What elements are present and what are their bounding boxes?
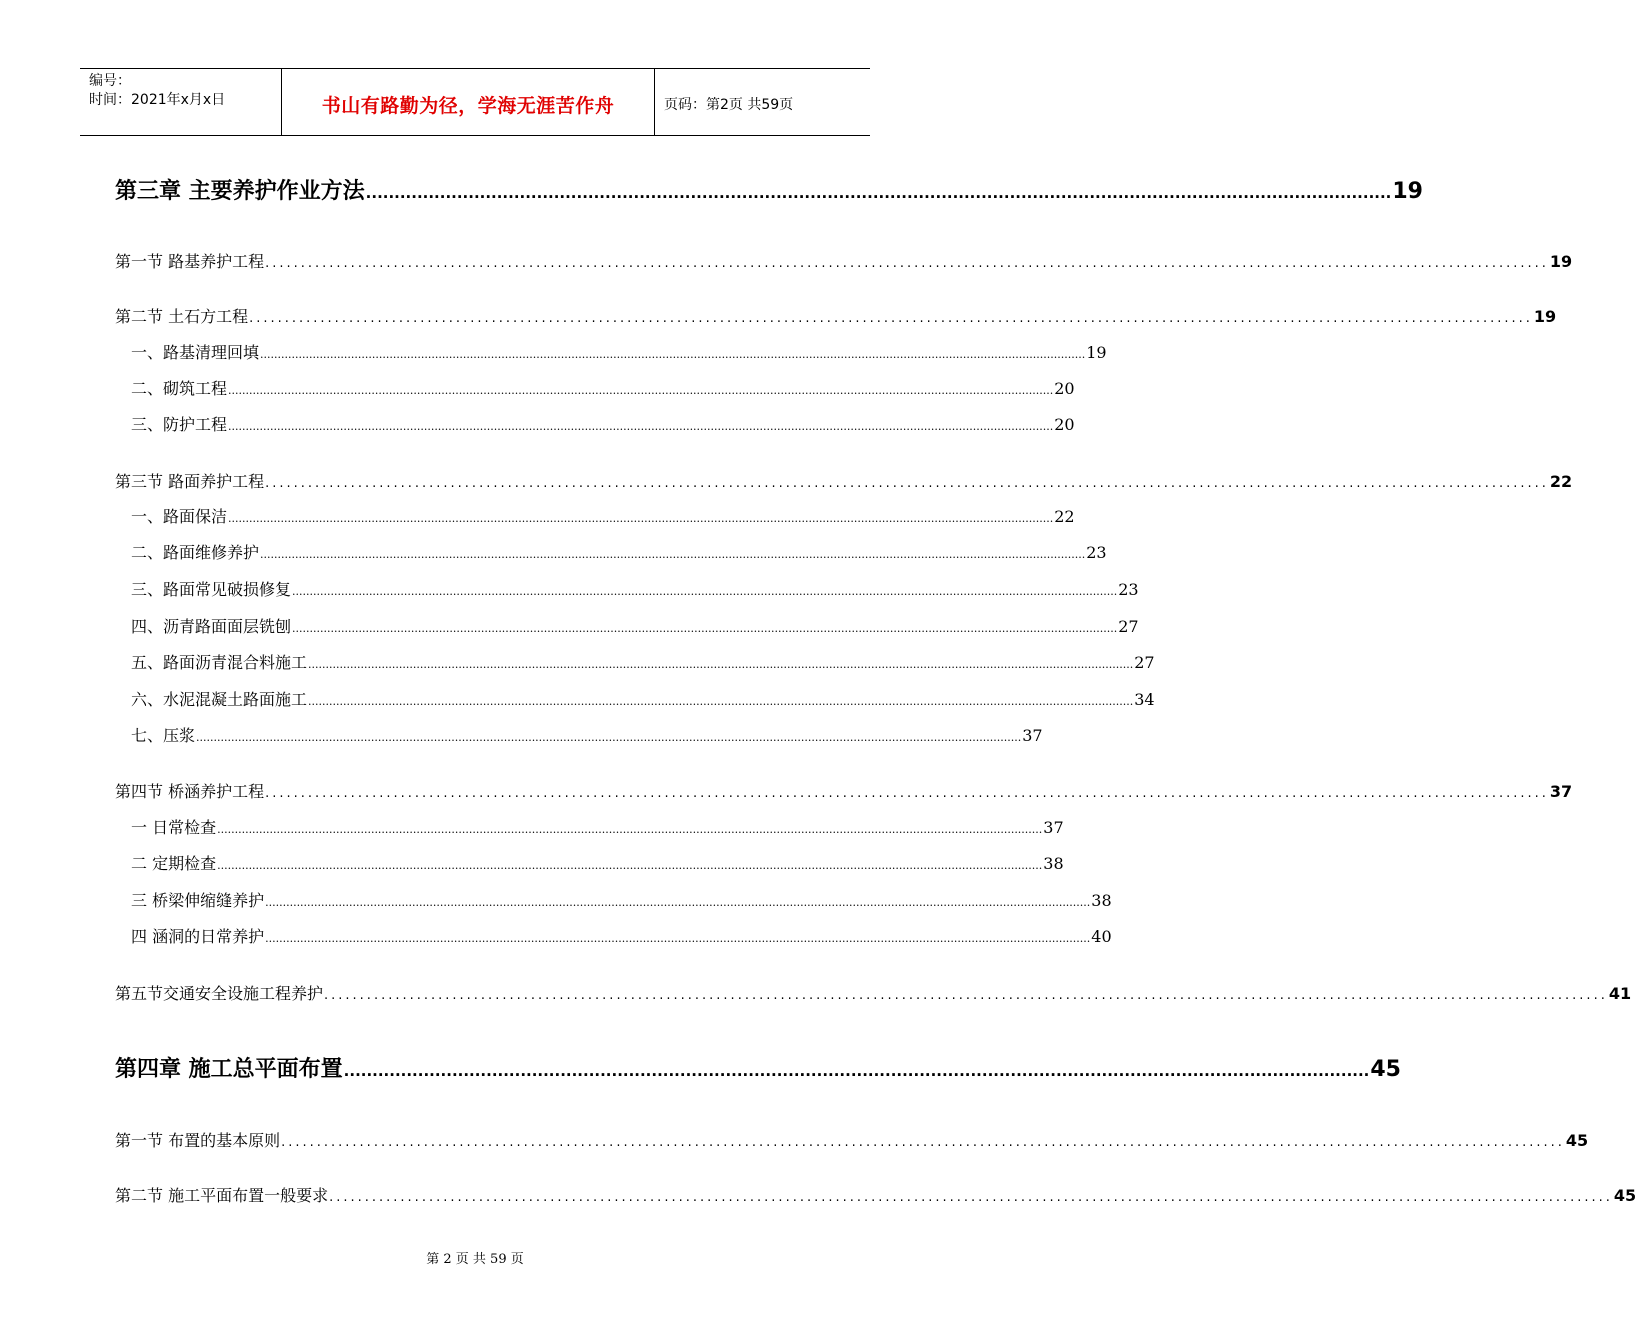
toc-entry-chapter[interactable]	[115, 1052, 1401, 1084]
toc-entry-page: 34	[1134, 690, 1155, 709]
toc-entry-title: 六、水泥混凝土路面施工	[131, 690, 308, 709]
toc-entry-page: 19	[1086, 343, 1107, 362]
toc-leader: ....................................................................................................................................................................................	[265, 256, 1549, 271]
document-code: 编号：	[89, 73, 131, 89]
toc-leader: ............................................................................................................................................................................................................................................	[228, 384, 1054, 397]
toc-entry-page: 38	[1043, 854, 1064, 873]
toc-entry-title: 第四章 施工总平面布置	[115, 1057, 343, 1082]
toc-entry-title: 一、路基清理回填	[131, 343, 260, 362]
toc-entry-page: 20	[1054, 379, 1075, 398]
toc-entry-page: 19	[1392, 179, 1423, 204]
toc-entry-page: 27	[1118, 617, 1139, 636]
toc-leader: ............................................................................................................................................................................................................................................	[308, 658, 1134, 671]
toc-entry-title: 二 定期检查	[131, 854, 217, 873]
toc-entry-subsection[interactable]	[131, 540, 1107, 564]
toc-entry-subsection[interactable]	[131, 924, 1112, 948]
toc-entry-page: 23	[1118, 580, 1139, 599]
toc-entry-title: 第一节 布置的基本原则	[115, 1131, 281, 1150]
toc-leader: ....................................................................................................................................................................................	[365, 184, 1392, 202]
toc-leader: ....................................................................................................................................................................................	[249, 311, 1533, 326]
toc-entry-page: 23	[1086, 543, 1107, 562]
toc-entry-section[interactable]	[115, 249, 1573, 273]
toc-entry-title: 第五节交通安全设施工程养护	[115, 984, 324, 1003]
toc-leader: ............................................................................................................................................................................................................................................	[265, 932, 1091, 945]
toc-leader: ............................................................................................................................................................................................................................................	[292, 585, 1118, 598]
toc-entry-title: 第三章 主要养护作业方法	[115, 179, 365, 204]
toc-entry-subsection[interactable]	[131, 650, 1155, 674]
toc-entry-title: 第二节 土石方工程	[115, 307, 249, 326]
toc-entry-subsection[interactable]	[131, 577, 1139, 601]
toc-entry-subsection[interactable]	[131, 340, 1107, 364]
toc-leader: ....................................................................................................................................................................................	[281, 1135, 1565, 1150]
header-motto: 书山有路勤为径，学海无涯苦作舟	[321, 95, 615, 117]
toc-entry-subsection[interactable]	[131, 614, 1139, 638]
toc-entry-page: 37	[1022, 726, 1043, 745]
toc-entry-subsection[interactable]	[131, 851, 1064, 875]
header-meta	[80, 69, 282, 135]
toc-leader: ............................................................................................................................................................................................................................................	[217, 859, 1043, 872]
toc-entry-page: 20	[1054, 415, 1075, 434]
toc-leader: ....................................................................................................................................................................................	[343, 1062, 1370, 1080]
toc-entry-page: 27	[1134, 653, 1155, 672]
toc-leader: ....................................................................................................................................................................................	[265, 786, 1549, 801]
toc-entry-subsection[interactable]	[131, 412, 1075, 436]
toc-entry-subsection[interactable]	[131, 504, 1075, 528]
toc-entry-page: 45	[1613, 1186, 1636, 1205]
toc-leader: ............................................................................................................................................................................................................................................	[228, 420, 1054, 433]
toc-leader: ............................................................................................................................................................................................................................................	[308, 695, 1134, 708]
toc-entry-section[interactable]	[115, 1183, 1636, 1207]
toc-leader: ....................................................................................................................................................................................	[265, 476, 1549, 491]
toc-entry-subsection[interactable]	[131, 376, 1075, 400]
toc-entry-title: 一、路面保洁	[131, 507, 228, 526]
toc-entry-page: 22	[1549, 472, 1573, 491]
toc-entry-title: 一 日常检查	[131, 818, 217, 837]
toc-entry-section[interactable]	[115, 304, 1557, 328]
toc-entry-section[interactable]	[115, 1128, 1589, 1152]
toc-entry-section[interactable]	[115, 779, 1573, 803]
toc-entry-title: 四、沥青路面面层铣刨	[131, 617, 292, 636]
page-header	[80, 68, 870, 136]
toc-entry-page: 41	[1608, 984, 1632, 1003]
toc-leader: ............................................................................................................................................................................................................................................	[265, 896, 1091, 909]
toc-entry-subsection[interactable]	[131, 687, 1155, 711]
header-page-info: 页码：第2页 共59页	[664, 97, 794, 113]
toc-entry-page: 45	[1565, 1131, 1589, 1150]
toc-entry-title: 第一节 路基养护工程	[115, 252, 265, 271]
toc-entry-page: 45	[1370, 1057, 1401, 1082]
toc-entry-title: 三 桥梁伸缩缝养护	[131, 891, 265, 910]
toc-entry-title: 第三节 路面养护工程	[115, 472, 265, 491]
toc-entry-title: 三、防护工程	[131, 415, 228, 434]
toc-entry-title: 五、路面沥青混合料施工	[131, 653, 308, 672]
toc-entry-chapter[interactable]	[115, 174, 1423, 206]
toc-entry-subsection[interactable]	[131, 888, 1112, 912]
page-footer: 第 2 页 共 59 页	[426, 1252, 524, 1267]
toc-entry-page: 19	[1549, 252, 1573, 271]
toc-leader: ....................................................................................................................................................................................	[329, 1190, 1613, 1205]
toc-entry-title: 三、路面常见破损修复	[131, 580, 292, 599]
toc-leader: ....................................................................................................................................................................................	[324, 988, 1608, 1003]
toc-entry-title: 第二节 施工平面布置一般要求	[115, 1186, 329, 1205]
toc-entry-title: 七、压浆	[131, 726, 196, 745]
toc-entry-section[interactable]	[115, 981, 1632, 1005]
toc-entry-section[interactable]	[115, 469, 1573, 493]
toc-entry-title: 二、砌筑工程	[131, 379, 228, 398]
document-date: 时间：2021年x月x日	[89, 92, 226, 108]
toc-entry-subsection[interactable]	[131, 723, 1043, 747]
toc-entry-page: 37	[1043, 818, 1064, 837]
toc-entry-title: 第四节 桥涵养护工程	[115, 782, 265, 801]
toc-entry-page: 37	[1549, 782, 1573, 801]
toc-leader: ............................................................................................................................................................................................................................................	[217, 823, 1043, 836]
toc-entry-page: 19	[1533, 307, 1557, 326]
toc-entry-page: 38	[1091, 891, 1112, 910]
toc-entry-subsection[interactable]	[131, 815, 1064, 839]
toc-leader: ............................................................................................................................................................................................................................................	[292, 622, 1118, 635]
toc-leader: ............................................................................................................................................................................................................................................	[260, 348, 1086, 361]
header-motto-cell	[282, 69, 655, 135]
toc-entry-title: 二、路面维修养护	[131, 543, 260, 562]
toc-entry-page: 22	[1054, 507, 1075, 526]
toc-entry-title: 四 涵洞的日常养护	[131, 927, 265, 946]
toc-leader: ............................................................................................................................................................................................................................................	[196, 731, 1022, 744]
toc-leader: ............................................................................................................................................................................................................................................	[260, 548, 1086, 561]
toc-leader: ............................................................................................................................................................................................................................................	[228, 512, 1054, 525]
toc-entry-page: 40	[1091, 927, 1112, 946]
